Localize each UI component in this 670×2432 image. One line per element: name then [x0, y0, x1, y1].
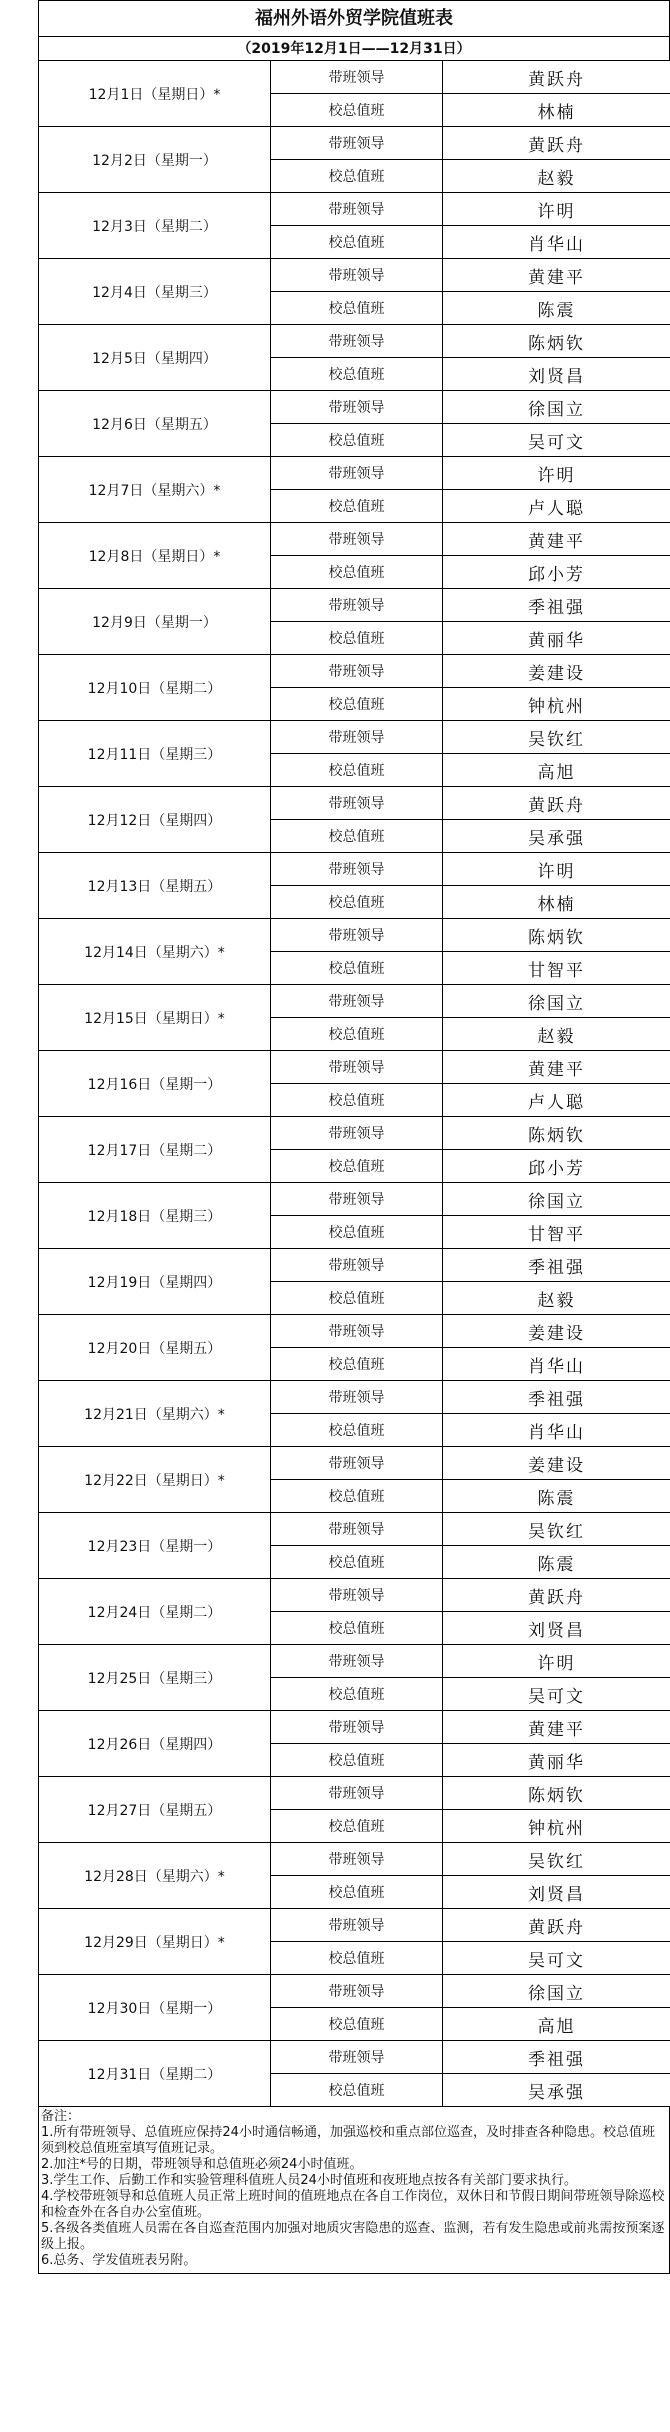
role-cell-duty: 校总值班: [271, 226, 443, 259]
role-cell-duty: 校总值班: [271, 1348, 443, 1381]
role-cell-duty: 校总值班: [271, 1546, 443, 1579]
duty-row-leader: [39, 1381, 670, 1414]
leader-name-cell: 姜建设: [443, 1315, 670, 1348]
leader-name-cell: 许明: [443, 193, 670, 226]
date-cell: 12月4日（星期三）: [39, 259, 271, 325]
role-cell-leader: 带班领导: [271, 391, 443, 424]
leader-name-cell: 吴钦红: [443, 721, 670, 754]
duty-row-leader: [39, 1843, 670, 1876]
duty-row-leader: [39, 1777, 670, 1810]
duty-name-cell: 吴可文: [443, 424, 670, 457]
note-item: 2.加注*号的日期，带班领导和总值班必须24小时值班。: [41, 2157, 363, 2172]
role-cell-duty: 校总值班: [271, 160, 443, 193]
duty-row-leader: [39, 2041, 670, 2074]
role-cell-leader: 带班领导: [271, 985, 443, 1018]
role-cell-duty: 校总值班: [271, 1678, 443, 1711]
duty-row-leader: [39, 259, 670, 292]
date-cell: 12月29日（星期日）*: [39, 1909, 271, 1975]
duty-row-leader: [39, 1579, 670, 1612]
role-cell-duty: 校总值班: [271, 490, 443, 523]
role-cell-duty: 校总值班: [271, 1744, 443, 1777]
date-cell: 12月13日（星期五）: [39, 853, 271, 919]
duty-row-leader: [39, 1315, 670, 1348]
role-cell-leader: 带班领导: [271, 1051, 443, 1084]
leader-name-cell: 季祖强: [443, 2041, 670, 2074]
leader-name-cell: 陈炳钦: [443, 1117, 670, 1150]
role-cell-leader: 带班领导: [271, 1777, 443, 1810]
leader-name-cell: 黄跃舟: [443, 61, 670, 94]
leader-name-cell: 徐国立: [443, 985, 670, 1018]
role-cell-leader: 带班领导: [271, 1183, 443, 1216]
date-cell: 12月1日（星期日）*: [39, 61, 271, 127]
duty-name-cell: 邱小芳: [443, 556, 670, 589]
role-cell-duty: 校总值班: [271, 688, 443, 721]
role-cell-duty: 校总值班: [271, 1414, 443, 1447]
leader-name-cell: 黄建平: [443, 1711, 670, 1744]
duty-name-cell: 刘贤昌: [443, 1612, 670, 1645]
role-cell-duty: 校总值班: [271, 622, 443, 655]
duty-name-cell: 陈震: [443, 1546, 670, 1579]
duty-name-cell: 黄丽华: [443, 1744, 670, 1777]
duty-row-leader: [39, 655, 670, 688]
duty-name-cell: 刘贤昌: [443, 1876, 670, 1909]
duty-name-cell: 陈震: [443, 1480, 670, 1513]
role-cell-leader: 带班领导: [271, 61, 443, 94]
role-cell-leader: 带班领导: [271, 1513, 443, 1546]
leader-name-cell: 陈炳钦: [443, 325, 670, 358]
leader-name-cell: 吴钦红: [443, 1843, 670, 1876]
leader-name-cell: 黄建平: [443, 523, 670, 556]
duty-row-leader: [39, 193, 670, 226]
date-cell: 12月22日（星期日）*: [39, 1447, 271, 1513]
leader-name-cell: 季祖强: [443, 589, 670, 622]
date-cell: 12月31日（星期二）: [39, 2041, 271, 2107]
duty-row-leader: [39, 325, 670, 358]
leader-name-cell: 黄建平: [443, 1051, 670, 1084]
duty-name-cell: 甘智平: [443, 1216, 670, 1249]
role-cell-leader: 带班领导: [271, 1249, 443, 1282]
date-range-subtitle: （2019年12月1日——12月31日）: [38, 36, 670, 60]
date-cell: 12月10日（星期二）: [39, 655, 271, 721]
duty-name-cell: 肖华山: [443, 1348, 670, 1381]
date-cell: 12月3日（星期二）: [39, 193, 271, 259]
note-item: 5.各级各类值班人员需在各自巡查范围内加强对地质灾害隐患的巡查、监测，若有发生隐患或前兆需按预案逐级上报。: [41, 2221, 665, 2252]
duty-row-leader: [39, 919, 670, 952]
date-cell: 12月12日（星期四）: [39, 787, 271, 853]
note-item: 6.总务、学发值班表另附。: [41, 2253, 197, 2268]
date-cell: 12月18日（星期三）: [39, 1183, 271, 1249]
duty-name-cell: 卢人聪: [443, 1084, 670, 1117]
date-cell: 12月14日（星期六）*: [39, 919, 271, 985]
duty-row-leader: [39, 721, 670, 754]
duty-row-leader: [39, 127, 670, 160]
duty-row-leader: [39, 1711, 670, 1744]
notes-heading: 备注：: [41, 2109, 81, 2124]
note-item: 3.学生工作、后勤工作和实验管理科值班人员24小时值班和夜班地点按各有关部门要求执行。: [41, 2173, 577, 2188]
role-cell-leader: 带班领导: [271, 1843, 443, 1876]
duty-row-leader: [39, 1051, 670, 1084]
duty-row-leader: [39, 1249, 670, 1282]
leader-name-cell: 陈炳钦: [443, 919, 670, 952]
duty-name-cell: 吴承强: [443, 2074, 670, 2107]
duty-row-leader: [39, 1645, 670, 1678]
role-cell-leader: 带班领导: [271, 721, 443, 754]
role-cell-duty: 校总值班: [271, 1480, 443, 1513]
duty-name-cell: 林楠: [443, 886, 670, 919]
duty-row-leader: [39, 457, 670, 490]
duty-row-leader: [39, 589, 670, 622]
role-cell-duty: 校总值班: [271, 1612, 443, 1645]
role-cell-duty: 校总值班: [271, 1018, 443, 1051]
duty-name-cell: 赵毅: [443, 160, 670, 193]
duty-name-cell: 陈震: [443, 292, 670, 325]
date-cell: 12月9日（星期一）: [39, 589, 271, 655]
duty-name-cell: 赵毅: [443, 1018, 670, 1051]
role-cell-leader: 带班领导: [271, 1909, 443, 1942]
date-cell: 12月25日（星期三）: [39, 1645, 271, 1711]
role-cell-leader: 带班领导: [271, 523, 443, 556]
leader-name-cell: 吴钦红: [443, 1513, 670, 1546]
date-cell: 12月27日（星期五）: [39, 1777, 271, 1843]
role-cell-leader: 带班领导: [271, 325, 443, 358]
note-item: 1.所有带班领导、总值班应保持24小时通信畅通，加强巡校和重点部位巡查，及时排查各种隐患。校总值班须到校总值班室填写值班记录。: [41, 2125, 655, 2156]
duty-row-leader: [39, 61, 670, 94]
leader-name-cell: 徐国立: [443, 1975, 670, 2008]
role-cell-duty: 校总值班: [271, 952, 443, 985]
role-cell-leader: 带班领导: [271, 1315, 443, 1348]
leader-name-cell: 黄跃舟: [443, 1909, 670, 1942]
role-cell-duty: 校总值班: [271, 1150, 443, 1183]
role-cell-leader: 带班领导: [271, 589, 443, 622]
duty-row-leader: [39, 391, 670, 424]
role-cell-leader: 带班领导: [271, 1117, 443, 1150]
role-cell-leader: 带班领导: [271, 457, 443, 490]
leader-name-cell: 季祖强: [443, 1249, 670, 1282]
duty-name-cell: 肖华山: [443, 1414, 670, 1447]
duty-row-leader: [39, 1447, 670, 1480]
duty-name-cell: 吴可文: [443, 1942, 670, 1975]
date-cell: 12月26日（星期四）: [39, 1711, 271, 1777]
duty-name-cell: 钟杭州: [443, 688, 670, 721]
leader-name-cell: 黄跃舟: [443, 787, 670, 820]
role-cell-leader: 带班领导: [271, 1381, 443, 1414]
duty-name-cell: 肖华山: [443, 226, 670, 259]
date-cell: 12月8日（星期日）*: [39, 523, 271, 589]
note-item: 4.学校带班领导和总值班人员正常上班时间的值班地点在各自工作岗位，双休日和节假日期间带班领导除巡校和检查外在各自办公室值班。: [41, 2189, 665, 2220]
leader-name-cell: 黄建平: [443, 259, 670, 292]
role-cell-duty: 校总值班: [271, 358, 443, 391]
duty-name-cell: 黄丽华: [443, 622, 670, 655]
duty-table: [38, 60, 670, 2107]
role-cell-leader: 带班领导: [271, 1711, 443, 1744]
page-title: 福州外语外贸学院值班表: [38, 0, 670, 36]
duty-name-cell: 吴可文: [443, 1678, 670, 1711]
leader-name-cell: 姜建设: [443, 655, 670, 688]
duty-name-cell: 林楠: [443, 94, 670, 127]
duty-row-leader: [39, 787, 670, 820]
date-cell: 12月17日（星期二）: [39, 1117, 271, 1183]
role-cell-leader: 带班领导: [271, 193, 443, 226]
role-cell-leader: 带班领导: [271, 1447, 443, 1480]
date-cell: 12月5日（星期四）: [39, 325, 271, 391]
duty-row-leader: [39, 853, 670, 886]
role-cell-duty: 校总值班: [271, 1084, 443, 1117]
notes-section: [38, 2107, 670, 2274]
leader-name-cell: 许明: [443, 1645, 670, 1678]
date-cell: 12月6日（星期五）: [39, 391, 271, 457]
duty-name-cell: 高旭: [443, 2008, 670, 2041]
date-cell: 12月28日（星期六）*: [39, 1843, 271, 1909]
role-cell-duty: 校总值班: [271, 94, 443, 127]
duty-name-cell: 甘智平: [443, 952, 670, 985]
role-cell-leader: 带班领导: [271, 919, 443, 952]
date-cell: 12月21日（星期六）*: [39, 1381, 271, 1447]
duty-row-leader: [39, 1117, 670, 1150]
date-cell: 12月16日（星期一）: [39, 1051, 271, 1117]
duty-name-cell: 卢人聪: [443, 490, 670, 523]
role-cell-leader: 带班领导: [271, 787, 443, 820]
date-cell: 12月30日（星期一）: [39, 1975, 271, 2041]
date-cell: 12月15日（星期日）*: [39, 985, 271, 1051]
leader-name-cell: 许明: [443, 457, 670, 490]
role-cell-duty: 校总值班: [271, 1876, 443, 1909]
duty-name-cell: 高旭: [443, 754, 670, 787]
duty-row-leader: [39, 985, 670, 1018]
duty-name-cell: 赵毅: [443, 1282, 670, 1315]
role-cell-duty: 校总值班: [271, 754, 443, 787]
role-cell-duty: 校总值班: [271, 1810, 443, 1843]
date-cell: 12月23日（星期一）: [39, 1513, 271, 1579]
date-cell: 12月24日（星期二）: [39, 1579, 271, 1645]
duty-name-cell: 钟杭州: [443, 1810, 670, 1843]
role-cell-duty: 校总值班: [271, 1942, 443, 1975]
leader-name-cell: 季祖强: [443, 1381, 670, 1414]
role-cell-leader: 带班领导: [271, 1645, 443, 1678]
duty-row-leader: [39, 1975, 670, 2008]
role-cell-leader: 带班领导: [271, 127, 443, 160]
duty-name-cell: 吴承强: [443, 820, 670, 853]
date-cell: 12月2日（星期一）: [39, 127, 271, 193]
leader-name-cell: 徐国立: [443, 391, 670, 424]
role-cell-leader: 带班领导: [271, 853, 443, 886]
leader-name-cell: 黄跃舟: [443, 1579, 670, 1612]
leader-name-cell: 陈炳钦: [443, 1777, 670, 1810]
role-cell-duty: 校总值班: [271, 424, 443, 457]
role-cell-leader: 带班领导: [271, 2041, 443, 2074]
date-cell: 12月7日（星期六）*: [39, 457, 271, 523]
role-cell-leader: 带班领导: [271, 259, 443, 292]
role-cell-duty: 校总值班: [271, 2008, 443, 2041]
role-cell-duty: 校总值班: [271, 2074, 443, 2107]
duty-name-cell: 刘贤昌: [443, 358, 670, 391]
role-cell-duty: 校总值班: [271, 820, 443, 853]
role-cell-duty: 校总值班: [271, 1282, 443, 1315]
role-cell-leader: 带班领导: [271, 1975, 443, 2008]
date-cell: 12月19日（星期四）: [39, 1249, 271, 1315]
leader-name-cell: 姜建设: [443, 1447, 670, 1480]
role-cell-duty: 校总值班: [271, 1216, 443, 1249]
duty-row-leader: [39, 1513, 670, 1546]
role-cell-leader: 带班领导: [271, 1579, 443, 1612]
duty-name-cell: 邱小芳: [443, 1150, 670, 1183]
date-cell: 12月20日（星期五）: [39, 1315, 271, 1381]
duty-row-leader: [39, 523, 670, 556]
role-cell-duty: 校总值班: [271, 292, 443, 325]
duty-row-leader: [39, 1909, 670, 1942]
date-cell: 12月11日（星期三）: [39, 721, 271, 787]
role-cell-duty: 校总值班: [271, 556, 443, 589]
role-cell-leader: 带班领导: [271, 655, 443, 688]
leader-name-cell: 黄跃舟: [443, 127, 670, 160]
duty-sheet: [38, 0, 670, 2274]
leader-name-cell: 许明: [443, 853, 670, 886]
duty-row-leader: [39, 1183, 670, 1216]
leader-name-cell: 徐国立: [443, 1183, 670, 1216]
role-cell-duty: 校总值班: [271, 886, 443, 919]
